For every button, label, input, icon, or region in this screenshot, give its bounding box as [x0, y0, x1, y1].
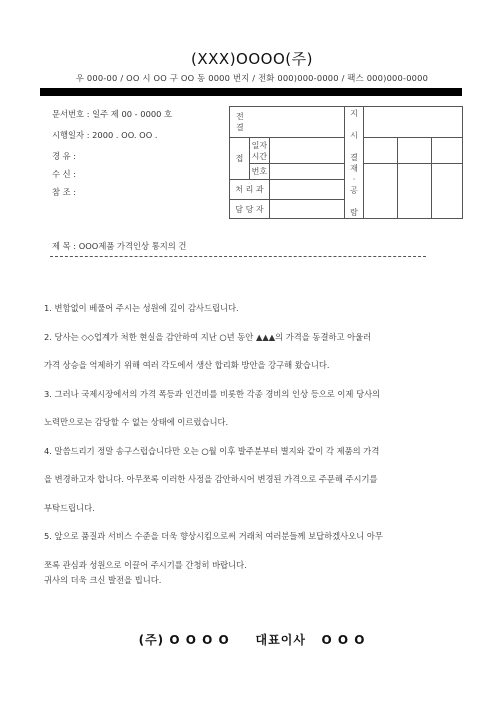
approval-jae: 재: [350, 163, 358, 173]
body-paragraph-4c: 부탁드립니다.: [44, 502, 95, 513]
issue-date-label: 시행일자 :: [52, 130, 90, 140]
subject-line: [52, 240, 186, 252]
header-divider-bar: [40, 88, 462, 96]
subject-label: 제 목 :: [52, 241, 77, 251]
approval-damdangja: 담 당 자: [235, 204, 264, 214]
approval-dept-value: [269, 180, 344, 200]
body-paragraph-4a: 4. 말씀드리기 정말 송구스럽습니다만 오는 ○월 이후 발주분부터 별지와 같이 각 제품의 가격: [44, 445, 380, 456]
reference-label: 참 조 :: [52, 187, 77, 197]
approval-beonho: 번호: [251, 167, 268, 176]
approval-sign-cell-5: [398, 164, 432, 219]
closing-remark: 귀사의 더욱 크신 발전을 빕니다.: [44, 575, 162, 585]
approval-number-label: [249, 164, 269, 180]
recipient-label: 수 신 :: [52, 169, 77, 179]
approval-number-value: [269, 164, 344, 180]
approval-cheorigwa: 처 리 과: [235, 185, 264, 194]
approval-manager-label: [230, 200, 270, 219]
approval-ji: 지: [350, 108, 358, 118]
approval-gong: 공: [350, 185, 358, 195]
approval-gyeol-top: 결: [236, 123, 244, 132]
approval-date-time-label: [249, 138, 269, 164]
issue-date-row: [52, 129, 158, 141]
approval-dept-label: [230, 180, 270, 200]
approval-ram: 람: [350, 207, 358, 217]
approval-sign-cell-4: [364, 164, 398, 219]
body-paragraph-3a: 3. 그러나 국제시장에서의 가격 폭등과 인건비를 비롯한 각종 경비의 인상 등으로 이제 당사의: [44, 388, 381, 399]
body-paragraph-4b: 을 변경하고자 합니다. 아무쪼록 이러한 사정을 감안하시어 변경된 가격으로 주문해 주시기를: [44, 474, 378, 484]
body-paragraph-1: 1. 변함없이 베풀어 주시는 성원에 깊이 감사드립니다.: [44, 303, 239, 313]
approval-sign-cell-3: [432, 138, 463, 164]
approval-dot: ·: [352, 174, 356, 184]
approval-gyeol: 결: [350, 152, 358, 162]
approval-sigan: 시간: [251, 151, 268, 161]
signature-line: (주) O O O O 대표이사 O O O: [138, 633, 366, 647]
approval-jisi-content: [364, 107, 463, 138]
company-title: (XXX)OOOO(주): [191, 50, 313, 68]
subject-text: OOO제품 가격인상 통지의 건: [78, 241, 187, 251]
via-label: 경 유 :: [52, 151, 77, 161]
letter-body: [44, 294, 466, 579]
approval-table: [229, 106, 463, 219]
doc-number-value: 일주 제 00 - 0000 호: [92, 109, 173, 119]
approval-jeon: 전: [236, 112, 244, 121]
approval-jeongyeol-cell: [230, 107, 345, 138]
doc-number-label: 문서번호 :: [52, 109, 90, 119]
approval-jeop: 접: [235, 154, 244, 163]
approval-si: 시: [350, 130, 358, 140]
company-address: 우 000-00 / OO 시 OO 구 OO 동 0000 번지 / 전화 000)000-0000 / 팩스 000)000-0000: [75, 73, 429, 83]
approval-ilja: 일자: [251, 140, 268, 150]
subject-divider: [50, 256, 426, 257]
body-paragraph-2b: 가격 상승을 억제하기 위해 여러 각도에서 생산 합리화 방안을 강구해 왔습니다.: [44, 360, 330, 370]
body-paragraph-2a: 2. 당사는 ◇◇업계가 처한 현실을 감안하여 지난 ○년 동안 ▲▲▲의 가격을 동결하고 아울러: [44, 331, 372, 342]
approval-jeop-cell: [230, 138, 250, 180]
doc-number-row: [52, 108, 172, 120]
approval-sign-cell-6: [432, 164, 463, 219]
body-paragraph-5a: 5. 앞으로 품질과 서비스 수준을 더욱 향상시킴으로써 거래처 여러분들께 보답하겠사오니 아무: [44, 531, 383, 541]
approval-date-time-value: [269, 138, 344, 164]
body-paragraph-5b: 쪼록 관심과 성원으로 이끌어 주시기를 간청히 바랍니다.: [44, 559, 247, 570]
approval-jisi-label: [344, 107, 364, 219]
issue-date-value: 2000 . OO. OO .: [92, 130, 158, 140]
approval-sign-cell-2: [398, 138, 432, 164]
approval-manager-value: [269, 200, 344, 219]
approval-sign-cell-1: [364, 138, 398, 164]
body-paragraph-3b: 노력만으로는 감당할 수 없는 상태에 이르렀습니다.: [44, 417, 229, 427]
